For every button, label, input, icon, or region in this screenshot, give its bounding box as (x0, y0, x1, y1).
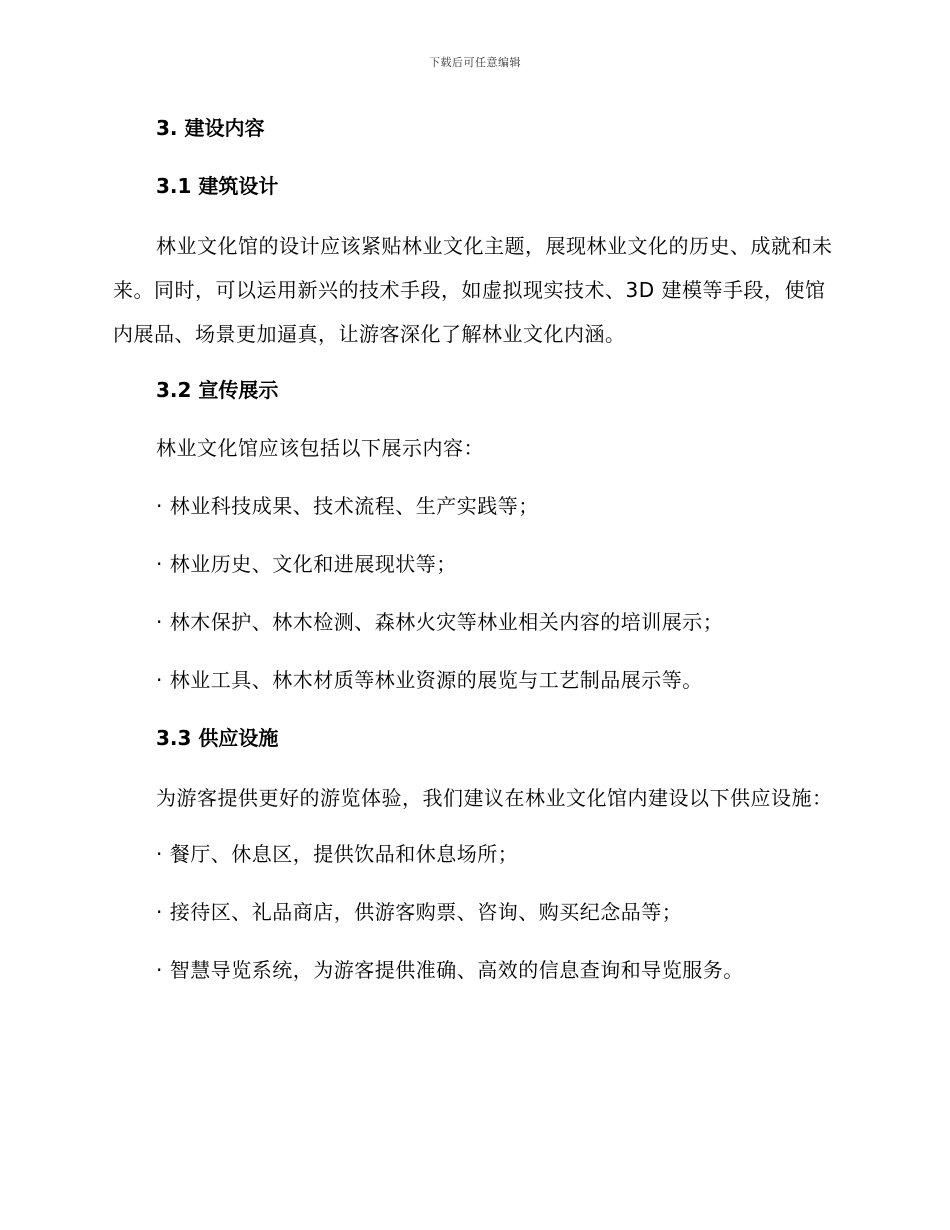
section-3-2-heading: 3.2 宣传展示 (156, 378, 279, 402)
list-item: · 智慧导览系统，为游客提供准确、高效的信息查询和导览服务。 (156, 958, 744, 982)
list-item: · 林业历史、文化和进展现状等； (156, 552, 457, 576)
page-header-note: 下载后可任意编辑 (429, 56, 521, 69)
list-item: · 林木保护、林木检测、森林火灾等林业相关内容的培训展示； (156, 610, 724, 634)
document-body (113, 112, 838, 986)
list-item: · 接待区、礼品商店，供游客购票、咨询、购买纪念品等； (156, 900, 683, 924)
section-3-heading: 3. 建设内容 (156, 116, 265, 140)
section-3-1-heading: 3.1 建筑设计 (156, 174, 279, 198)
list-item: · 林业科技成果、技术流程、生产实践等； (156, 494, 539, 518)
section-3-2-intro: 林业文化馆应该包括以下展示内容： (156, 436, 484, 460)
list-item: · 餐厅、休息区，提供饮品和休息场所； (156, 842, 519, 866)
section-3-3-paragraph: 为游客提供更好的游览体验，我们建议在林业文化馆内建设以下供应设施： (156, 786, 833, 810)
list-item: · 林业工具、林木材质等林业资源的展览与工艺制品展示等。 (156, 668, 703, 692)
section-3-1-paragraph: 林业文化馆的设计应该紧贴林业文化主题，展现林业文化的历史、成就和未来。同时，可以运用新兴的技术手段，如虚拟现实技术、3D 建模等手段，使馆内展品、场景更加逼真，让游客深化了解林业文化内涵。 (113, 234, 833, 346)
section-3-3-heading: 3.3 供应设施 (156, 726, 279, 750)
